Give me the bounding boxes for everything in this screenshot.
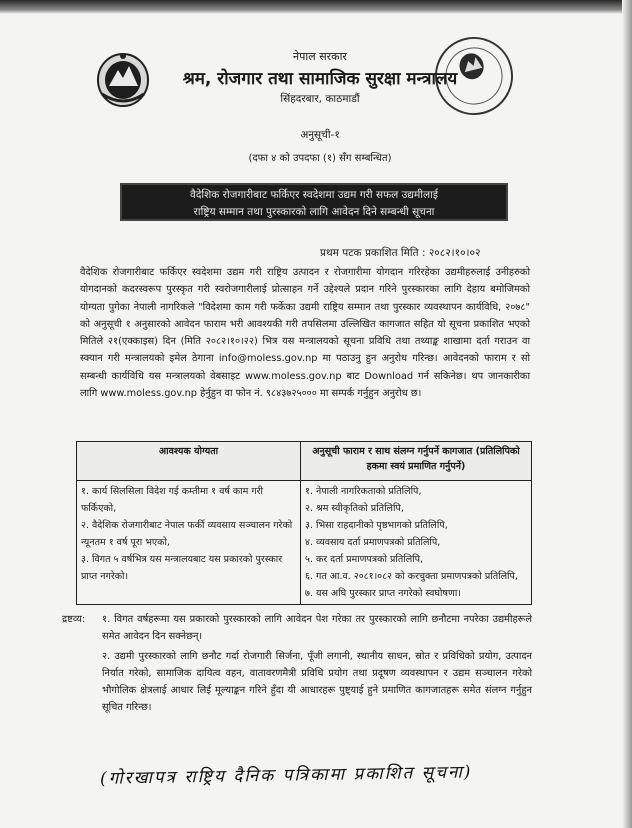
notice-body-paragraph: वैदेशिक रोजगारीबाट फर्किएर स्वदेशमा उद्यम गरी राष्ट्रिय उत्पादन र रोजगारीमा योगदान गरिरहेका उद्यमीहरुलाई उनीहरुको योगदानको कदरस्वरूप पुरस्कृत गरी स्वरोजगारीलाई प्रोत्साहन गर्ने उद्देश्यले प्रदान गरिने पुरस्कारका लागि देहाय बमोजिमको योग्यता पुगेका नेपाली नागरिकले "विदेशमा काम गरी फर्केका उद्यमी राष्ट्रिय सम्मान तथा पुरस्कार व्यवस्थापन कार्यविधि, २०७८" को अनुसूची १ अनुसारको आवेदन फाराम भरी आवश्यकी गरी तपसिलमा उल्लिखित कागजात सहित यो सूचना प्रकाशित भएको मितिले २१(एक्काइस) दिन (मिति २०८२।१०।२२) भित्र यस मन्त्रालयको सूचना प्रविधि तथा तथ्याङ्क शाखामा दर्ता गराउन वा स्क्यान गरी मन्त्रालयको इमेल ठेगाना info@moless.gov.np मा पठाउनु हुन अनुरोध गरिन्छ। आवेदनको फाराम र सो सम्बन्धी कार्यविधि यस मन्त्रालयको वेबसाइट www.moless.gov.np बाट Download गर्न सकिनेछ। थप जानकारीका लागि www.moless.gov.np हेर्नुहुन वा फोन नं. ९८४३७२५००० मा सम्पर्क गर्नुहुन अनुरोध छ। — [80, 267, 530, 400]
annex-title: अनुसूची-१ — [300, 129, 340, 141]
qualification-header: आवश्यक योग्यता — [77, 442, 301, 481]
document-item: ६. गत आ.व. २०८१।०८२ को करचुक्ता प्रमाणपत्रको प्रतिलिपि, — [305, 571, 518, 582]
qualification-item: २. वैदेशिक रोजगारीबाट नेपाल फर्की व्यवसाय सञ्चालन गरेको न्यूनतम १ वर्ष पूरा भएको, — [81, 520, 293, 548]
document-item: ३. भिसा राहदानीको पृष्ठभागको प्रतिलिपि, — [305, 520, 448, 531]
banner-line-1: वैदेशिक रोजगारीबाट फर्किएर स्वदेशमा उद्यम गरी सफल उद्यमीलाई — [189, 189, 439, 201]
documents-header: अनुसूची फाराम र साथ संलग्न गर्नुपर्ने कागजात (प्रतिलिपिको हकमा स्वयं प्रमाणित गर्नुपर्ने) — [301, 442, 532, 481]
banner-line-2: राष्ट्रिय सम्मान तथा पुरस्कारको लागि आवेदन दिने सम्बन्धी सूचना — [193, 206, 435, 218]
note-item: १. विगत वर्षहरूमा यस प्रकारको पुरस्कारको लागि आवेदन पेश गरेका तर पुरस्कारको लागि छनौटमा नपरेका उद्यमीहरूले समेत आवेदन दिन सक्नेछन्। — [102, 614, 532, 642]
document-item: २. श्रम स्वीकृतिको प्रतिलिपि, — [305, 503, 404, 514]
government-name: नेपाल सरकार — [293, 50, 347, 63]
ministry-address: सिंहदरबार, काठमाडौं — [280, 93, 360, 105]
note-item: २. उद्यमी पुरस्कारको लागि छनौट गर्दा रोजगारी सिर्जना, पूँजी लगानी, स्थानीय साधन, स्रोत र प्रविधिको प्रयोग, उत्पादन निर्यात गरेको, सामाजिक दायित्व वहन, वातावरणमैत्री प्रविधि प्रयोग तथा प्रदूषण व्यवस्थापन र उद्यम सञ्चालन गरेको भौगोलिक क्षेत्रलाई आधार लिई मूल्याङ्कन गरिने हुँदा यी आधारहरू पुष्ट्याई हुने प्रमाणित कागजातहरू समेत संलग्न गर्नुहुन सूचित गरिन्छ। — [102, 651, 532, 713]
document-item: १. नेपाली नागरिकताको प्रतिलिपि, — [305, 486, 422, 497]
annex-reference: (दफा ४ को उपदफा (१) सँग सम्बन्धित) — [248, 153, 392, 164]
qualification-item: ३. विगत ५ वर्षभित्र यस मन्त्रालयबाट यस प्रकारको पुरस्कार प्राप्त नगरेको। — [81, 554, 283, 582]
notes-section — [62, 611, 532, 719]
requirements-table — [76, 441, 532, 605]
document-item: ४. व्यवसाय दर्ता प्रमाणपत्रको प्रतिलिपि, — [305, 537, 441, 548]
documents-cell — [301, 481, 532, 605]
document-item: ५. कर दर्ता प्रमाणपत्रको प्रतिलिपि, — [305, 554, 424, 565]
qualifications-cell — [77, 481, 301, 605]
qualification-item: १. कार्य सिलसिला विदेश गई कम्तीमा १ वर्ष काम गरी फर्किएको, — [81, 486, 264, 514]
handwritten-annotation: (गोरखापत्र राष्ट्रिय दैनिक पत्रिकामा प्रकाशित सूचना) — [99, 762, 473, 789]
ministry-name: श्रम, रोजगार तथा सामाजिक सुरक्षा मन्त्रालय — [182, 69, 458, 89]
notes-label: द्रष्टव्य: — [62, 614, 86, 625]
notice-title-banner — [120, 183, 508, 221]
publish-date: प्रथम पटक प्रकाशित मिति : २०८२।१०।०२ — [320, 247, 481, 259]
document-item: ७. यस अघि पुरस्कार प्राप्त नगरेको स्वघोषणा। — [305, 588, 461, 599]
